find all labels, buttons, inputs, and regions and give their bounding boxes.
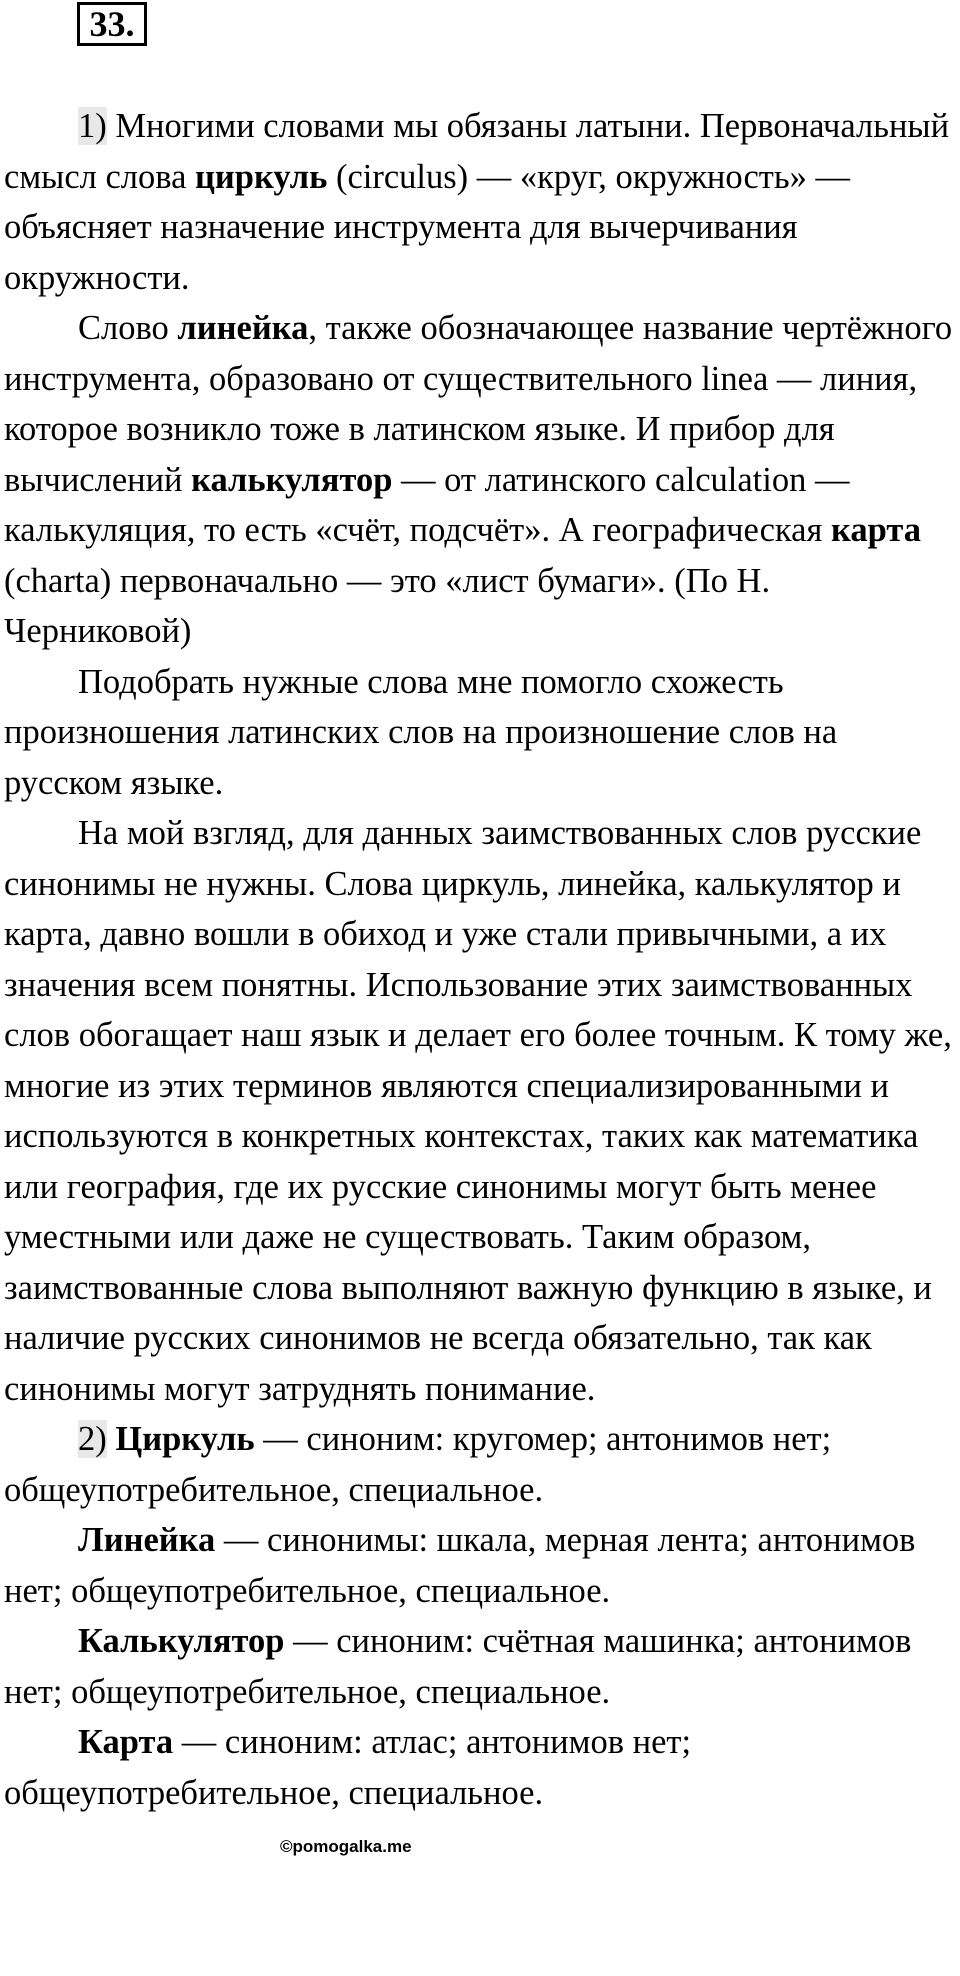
item-text: — синоним: атлас; антонимов нет; общеупотребительное, специальное. [4,1723,692,1812]
part-1-marker: 1) [78,107,107,145]
paragraph-1-rest: (circulus) — «круг, окружность» — объясняет назначение инструмента для вычерчивания окружности. [4,157,850,297]
term-kalkulyator: калькулятор [191,460,393,499]
item-term: Калькулятор [78,1622,285,1660]
item-tsirkul [4,1414,960,1515]
paragraph-2-b: , также обозначающее название чертёжного инструмента, образовано от существительного linea — линия, которое возникло тоже в латинском языке. И прибор для вычислений [4,309,953,499]
item-text: — синонимы: шкала, мерная лента; антонимов нет; общеупотребительное, специальное. [4,1521,916,1610]
paragraph-4: На мой взгляд, для данных заимствованных слов русские синонимы не нужны. Слова циркуль, линейка, калькулятор и карта, давно вошли в обиход и уже стали привычными, а их значения всем понятны. Использование этих заимствованных слов обогащает наш язык и делает его более точным. К тому же, многие из этих терминов являются специализированными и используются в конкретных контекстах, таких как математика или география, где их русские синонимы могут быть менее уместными или даже не существовать. Таким образом, заимствованные слова выполняют важную функцию в языке, и наличие русских синонимов не всегда обязательно, так как синонимы могут затруднять понимание. [4,814,952,1408]
part-2-marker: 2) [78,1420,107,1458]
paragraph-2-a: Слово [78,309,178,347]
item-text: — синоним: счётная машинка; антонимов нет; общеупотребительное, специальное. [4,1622,912,1711]
term-tsirkul: циркуль [195,157,328,196]
paragraph-3: Подобрать нужные слова мне помогло схожесть произношения латинских слов на произношение слов на русском языке. [4,662,838,802]
paragraph-2-c: — от латинского calculation — калькуляция, то есть «счёт, подсчёт». А географическая [4,460,850,549]
item-term: Линейка [78,1521,216,1559]
paragraph-1-text: Многими словами мы обязаны латыни. Первоначальный смысл слова [4,107,950,196]
term-karta: карта [830,511,921,549]
paragraph-2 [4,303,960,657]
item-karta [4,1717,960,1818]
term-lineyka: линейка [177,309,309,347]
item-lineyka [4,1515,960,1616]
paragraph-2-d: (charta) первоначально — это «лист бумаги». (По Н. Черниковой) [4,561,771,650]
watermark: ©pomogalka.me [280,1837,412,1856]
task-number-box: 33. [77,2,147,46]
item-kalkulyator [4,1616,960,1717]
paragraph-1 [4,101,960,303]
item-term: Циркуль [115,1420,255,1458]
item-term: Карта [78,1723,174,1761]
item-text: — синоним: кругомер; антонимов нет; общеупотребительное, специальное. [4,1420,832,1509]
answer-text [4,101,960,1818]
